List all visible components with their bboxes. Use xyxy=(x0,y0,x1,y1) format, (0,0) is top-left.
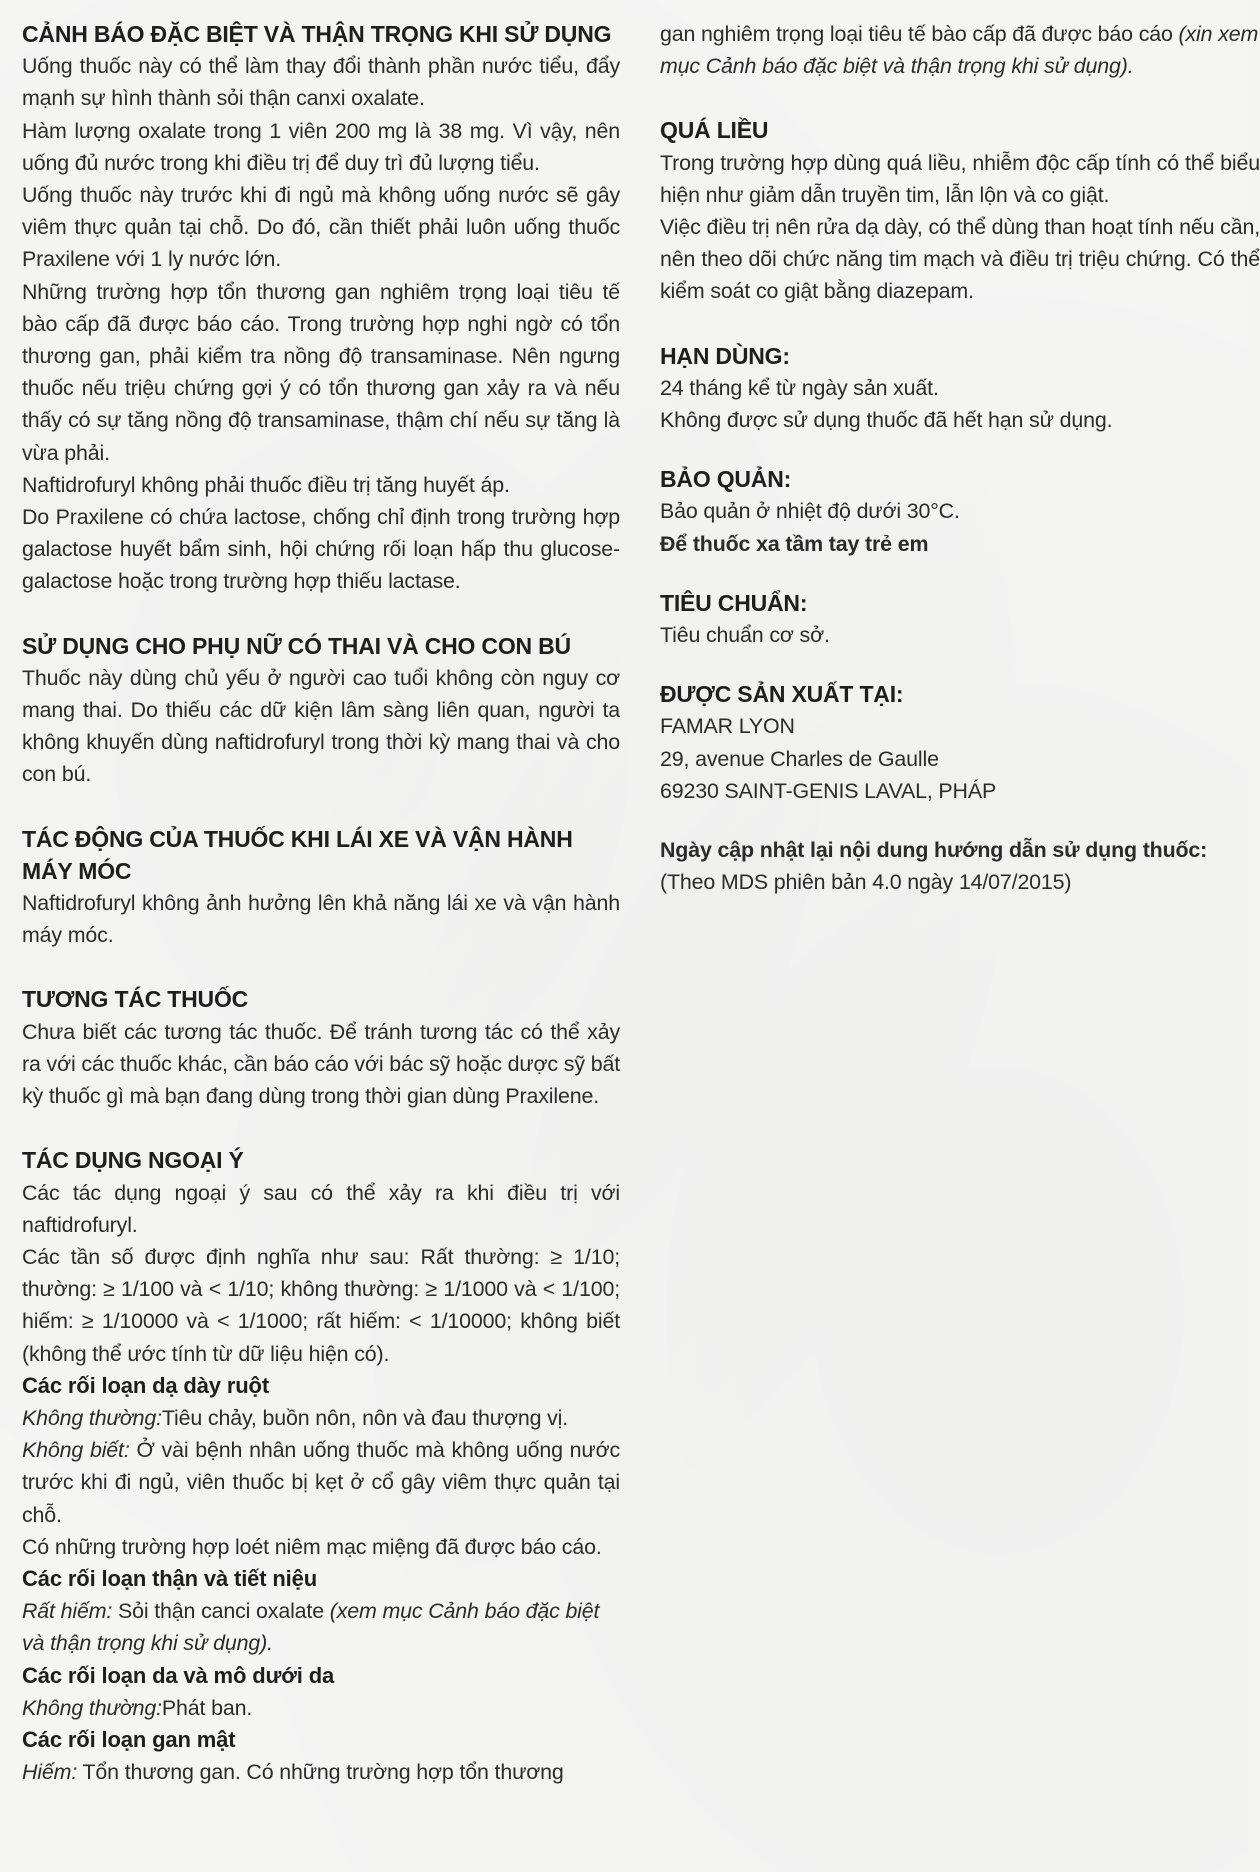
subsection-title: Các rối loạn dạ dày ruột xyxy=(22,1372,270,1398)
update-title: Ngày cập nhật lại nội dung hướng dẫn sử dụng thuốc: xyxy=(660,838,1208,863)
paragraph: Bảo quản ở nhiệt độ dưới 30°C. xyxy=(660,499,960,524)
address-line: 69230 SAINT-GENIS LAVAL, PHÁP xyxy=(660,778,997,803)
paragraph: Việc điều trị nên rửa dạ dày, có thể dùng than hoạt tính nếu cần, nên theo dõi chức năng tim mạch và điều trị triệu chứng. Có thể kiểm soát co giật bằng diazepam. xyxy=(660,215,1260,304)
section-title: BẢO QUẢN: xyxy=(660,466,792,493)
paragraph: 24 tháng kể từ ngày sản xuất. xyxy=(660,375,939,400)
section-manufacturer xyxy=(660,678,1260,807)
update-version: (Theo MDS phiên bản 4.0 ngày 14/07/2015) xyxy=(660,870,1072,895)
paragraph xyxy=(22,1402,620,1434)
section-side-effects xyxy=(22,1144,620,1788)
section-title: TÁC ĐỘNG CỦA THUỐC KHI LÁI XE VÀ VẬN HÀNH MÁY MÓC xyxy=(22,825,573,884)
text: Tiêu chảy, buồn nôn, nôn và đau thượng vị. xyxy=(161,1405,569,1430)
paragraph: Tiêu chuẩn cơ sở. xyxy=(660,623,830,648)
paragraph xyxy=(22,1595,620,1659)
section-title: SỬ DỤNG CHO PHỤ NỮ CÓ THAI VÀ CHO CON BÚ xyxy=(22,632,571,659)
continuation-text xyxy=(660,18,1260,82)
text: Tổn thương gan. Có những trường hợp tổn thương xyxy=(77,1760,564,1785)
paragraph: Thuốc này dùng chủ yếu ở người cao tuổi không còn nguy cơ mang thai. Do thiếu các dữ kiện lâm sàng liên quan, người ta không khuyến dùng naftidrofuryl trong thời kỳ mang thai và cho con bú. xyxy=(22,665,620,787)
section-title: CẢNH BÁO ĐẶC BIỆT VÀ THẬN TRỌNG KHI SỬ DỤNG xyxy=(22,21,612,47)
paragraph: Uống thuốc này trước khi đi ngủ mà không uống nước sẽ gây viêm thực quản tại chỗ. Do đó, cần thiết phải luôn uống thuốc Praxilene với 1 ly nước lớn. xyxy=(22,183,620,272)
section-interactions xyxy=(22,983,620,1112)
section-standard xyxy=(660,587,1260,651)
section-pregnancy xyxy=(22,630,620,791)
paragraph: Các tác dụng ngoại ý sau có thể xảy ra khi điều trị với naftidrofuryl. xyxy=(22,1180,620,1237)
frequency-label: Không biết: xyxy=(22,1438,130,1463)
section-warnings xyxy=(22,18,620,598)
paragraph xyxy=(22,1434,620,1531)
cross-reference: (xin xem mục Cảnh báo đặc biệt và thận trọng khi sử dụng). xyxy=(660,22,1259,79)
right-column xyxy=(660,18,1260,898)
subsection-title: Các rối loạn gan mật xyxy=(22,1726,236,1752)
section-title: TÁC DỤNG NGOẠI Ý xyxy=(22,1147,244,1174)
paragraph: Hàm lượng oxalate trong 1 viên 200 mg là 38 mg. Vì vậy, nên uống đủ nước trong khi điều trị để duy trì đủ lượng tiểu. xyxy=(22,118,620,175)
paragraph: Các tần số được định nghĩa như sau: Rất thường: ≥ 1/10; thường: ≥ 1/100 và < 1/10; không thường: ≥ 1/1000 và < 1/100; hiếm: ≥ 1/10000 và < 1/1000; rất hiếm: < 1/10000; không biết (không thể ước tính từ dữ liệu hiện có). xyxy=(22,1244,620,1366)
text: gan nghiêm trọng loại tiêu tế bào cấp đã được báo cáo xyxy=(660,22,1179,46)
paragraph: Trong trường hợp dùng quá liều, nhiễm độc cấp tính có thể biểu hiện như giảm dẫn truyền tim, lẫn lộn và co giật. xyxy=(660,150,1260,207)
frequency-label: Hiếm: xyxy=(22,1760,78,1785)
frequency-label: Rất hiếm: xyxy=(22,1599,113,1624)
section-update xyxy=(660,834,1260,898)
section-title: ĐƯỢC SẢN XUẤT TẠI: xyxy=(660,681,904,708)
section-overdose xyxy=(660,114,1260,307)
address-line: 29, avenue Charles de Gaulle xyxy=(660,746,939,771)
section-title: TIÊU CHUẨN: xyxy=(660,589,808,616)
paragraph: Để thuốc xa tầm tay trẻ em xyxy=(660,531,929,556)
paragraph: Do Praxilene có chứa lactose, chống chỉ định trong trường hợp galactose huyết bẩm sinh, hội chứng rối loạn hấp thu glucose-galactose hoặc trong trường hợp thiếu lactase. xyxy=(22,505,620,594)
section-title: QUÁ LIỀU xyxy=(660,117,769,144)
frequency-label: Không thường: xyxy=(22,1405,162,1430)
paragraph xyxy=(660,18,1260,82)
paragraph: Chưa biết các tương tác thuốc. Để tránh tương tác có thể xảy ra với các thuốc khác, cần báo cáo với bác sỹ hoặc dược sỹ bất kỳ thuốc gì mà bạn đang dùng trong thời gian dùng Praxilene. xyxy=(22,1019,620,1109)
section-expiry xyxy=(660,340,1260,437)
text: Phát ban. xyxy=(161,1695,253,1720)
text: Ở vài bệnh nhân uống thuốc mà không uống nước trước khi đi ngủ, viên thuốc bị kẹt ở cổ gây viêm thực quản tại chỗ. xyxy=(22,1438,621,1527)
paragraph xyxy=(22,1756,620,1788)
paragraph: Không được sử dụng thuốc đã hết hạn sử dụng. xyxy=(660,408,1113,433)
paragraph: Naftidrofuryl không ảnh hưởng lên khả năng lái xe và vận hành máy móc. xyxy=(22,891,620,948)
paragraph: Naftidrofuryl không phải thuốc điều trị tăng huyết áp. xyxy=(22,472,510,497)
cross-reference: (xem mục Cảnh báo đặc biệt và thận trọng khi sử dụng). xyxy=(22,1599,600,1656)
section-driving xyxy=(22,823,620,952)
frequency-label: Không thường: xyxy=(22,1695,162,1720)
subsection-title: Các rối loạn thận và tiết niệu xyxy=(22,1565,318,1591)
section-storage xyxy=(660,463,1260,560)
manufacturer-name: FAMAR LYON xyxy=(660,714,795,739)
paragraph: Có những trường hợp loét niêm mạc miệng đã được báo cáo. xyxy=(22,1534,602,1559)
paragraph xyxy=(22,1692,620,1724)
paragraph: Những trường hợp tổn thương gan nghiêm trọng loại tiêu tế bào cấp đã được báo cáo. Trong trường hợp nghi ngờ có tổn thương gan, phải kiểm tra nồng độ transaminase. Nên ngưng thuốc nếu triệu chứng gợi ý có tổn thương gan xảy ra và nếu thấy có sự tăng nồng độ transaminase, thậm chí nếu sự tăng là vừa phải. xyxy=(22,279,620,465)
subsection-title: Các rối loạn da và mô dưới da xyxy=(22,1662,335,1688)
text: Sỏi thận canci oxalate xyxy=(112,1599,330,1624)
section-title: HẠN DÙNG: xyxy=(660,342,790,369)
paragraph: Uống thuốc này có thể làm thay đổi thành phần nước tiểu, đẩy mạnh sự hình thành sỏi thận canxi oxalate. xyxy=(22,54,620,111)
left-column xyxy=(22,18,620,1788)
section-title: TƯƠNG TÁC THUỐC xyxy=(22,986,249,1013)
